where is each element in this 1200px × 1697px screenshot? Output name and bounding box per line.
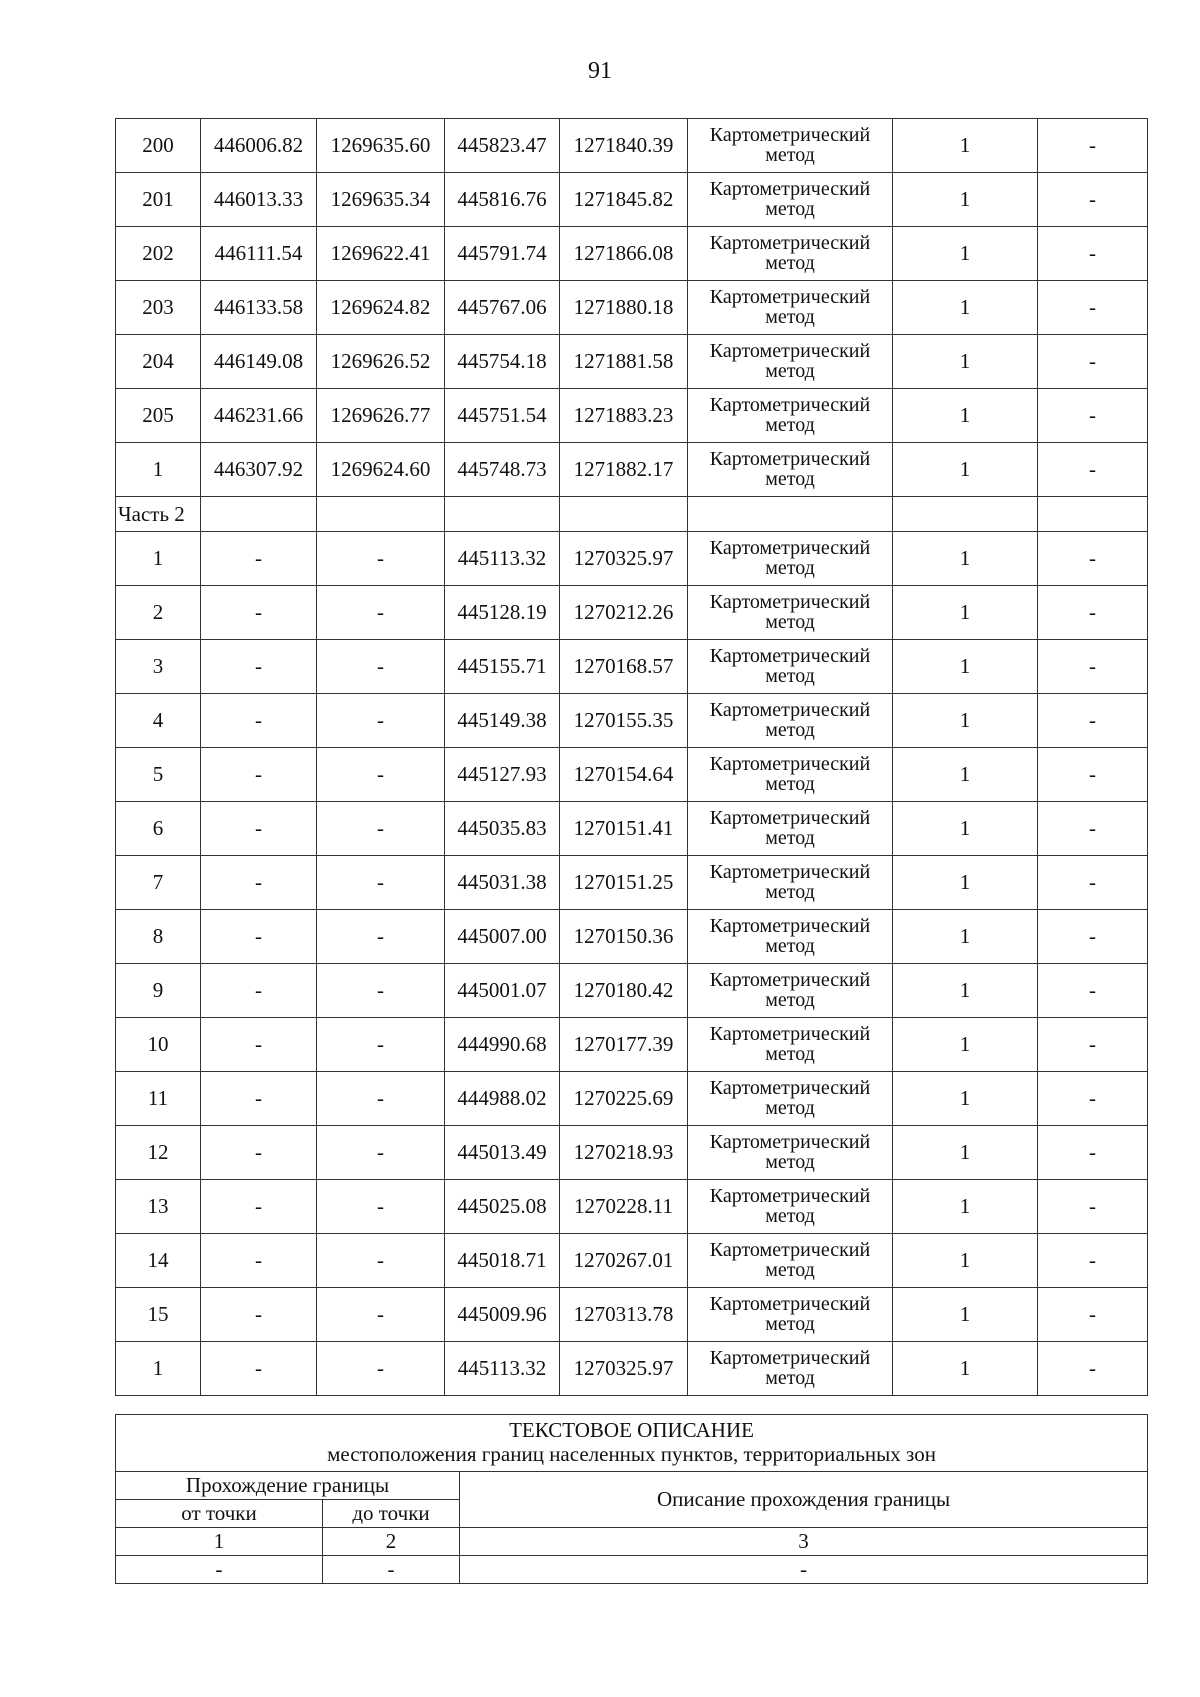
- note-cell: -: [1038, 1018, 1148, 1072]
- accuracy-cell: 1: [893, 281, 1038, 335]
- column-number: 2: [323, 1528, 460, 1556]
- table-row: [116, 640, 1148, 694]
- new-y-cell: 1270155.35: [560, 694, 688, 748]
- old-x-cell: -: [201, 1234, 317, 1288]
- note-cell: -: [1038, 281, 1148, 335]
- point-number-cell: 12: [116, 1126, 201, 1180]
- new-x-cell: 445018.71: [445, 1234, 560, 1288]
- old-x-cell: -: [201, 748, 317, 802]
- coordinates-table: [115, 118, 1148, 1396]
- new-x-cell: 445009.96: [445, 1288, 560, 1342]
- table-row: [116, 1342, 1148, 1396]
- new-y-cell: 1270212.26: [560, 586, 688, 640]
- old-x-cell: -: [201, 1288, 317, 1342]
- accuracy-cell: 1: [893, 1072, 1038, 1126]
- from-point-header: от точки: [116, 1500, 323, 1528]
- table-row: [116, 964, 1148, 1018]
- old-x-cell: 446231.66: [201, 389, 317, 443]
- note-cell: -: [1038, 227, 1148, 281]
- point-number-cell: 14: [116, 1234, 201, 1288]
- new-y-cell: 1271883.23: [560, 389, 688, 443]
- note-cell: -: [1038, 173, 1148, 227]
- table-row: [116, 227, 1148, 281]
- method-cell: Картометрический метод: [688, 856, 893, 910]
- new-x-cell: 445791.74: [445, 227, 560, 281]
- new-y-cell: 1270267.01: [560, 1234, 688, 1288]
- accuracy-cell: 1: [893, 748, 1038, 802]
- new-x-cell: 445013.49: [445, 1126, 560, 1180]
- point-number-cell: 5: [116, 748, 201, 802]
- accuracy-cell: 1: [893, 443, 1038, 497]
- point-number-cell: 10: [116, 1018, 201, 1072]
- note-cell: -: [1038, 586, 1148, 640]
- table-row: [116, 532, 1148, 586]
- point-number-cell: 1: [116, 1342, 201, 1396]
- point-number-cell: 3: [116, 640, 201, 694]
- new-x-cell: 445155.71: [445, 640, 560, 694]
- table-row: [116, 443, 1148, 497]
- method-cell: Картометрический метод: [688, 119, 893, 173]
- empty-cell: [893, 497, 1038, 532]
- old-y-cell: -: [317, 802, 445, 856]
- new-x-cell: 445025.08: [445, 1180, 560, 1234]
- old-y-cell: -: [317, 1126, 445, 1180]
- note-cell: -: [1038, 694, 1148, 748]
- accuracy-cell: 1: [893, 802, 1038, 856]
- table-row: [116, 1288, 1148, 1342]
- new-x-cell: 445748.73: [445, 443, 560, 497]
- new-x-cell: 445751.54: [445, 389, 560, 443]
- old-x-cell: 446111.54: [201, 227, 317, 281]
- old-y-cell: -: [317, 910, 445, 964]
- method-cell: Картометрический метод: [688, 389, 893, 443]
- empty-cell: [688, 497, 893, 532]
- method-cell: Картометрический метод: [688, 1018, 893, 1072]
- point-number-cell: 204: [116, 335, 201, 389]
- method-cell: Картометрический метод: [688, 335, 893, 389]
- method-cell: Картометрический метод: [688, 281, 893, 335]
- new-y-cell: 1270168.57: [560, 640, 688, 694]
- method-cell: Картометрический метод: [688, 1126, 893, 1180]
- old-y-cell: 1269622.41: [317, 227, 445, 281]
- new-y-cell: 1270177.39: [560, 1018, 688, 1072]
- method-cell: Картометрический метод: [688, 694, 893, 748]
- column-number: 3: [460, 1528, 1148, 1556]
- accuracy-cell: 1: [893, 964, 1038, 1018]
- point-number-cell: 15: [116, 1288, 201, 1342]
- table-row: [116, 119, 1148, 173]
- point-number-cell: 1: [116, 443, 201, 497]
- new-y-cell: 1271845.82: [560, 173, 688, 227]
- point-number-cell: 7: [116, 856, 201, 910]
- old-y-cell: -: [317, 748, 445, 802]
- accuracy-cell: 1: [893, 1342, 1038, 1396]
- new-x-cell: 445001.07: [445, 964, 560, 1018]
- note-cell: -: [1038, 1072, 1148, 1126]
- method-cell: Картометрический метод: [688, 1234, 893, 1288]
- empty-cell: [560, 497, 688, 532]
- accuracy-cell: 1: [893, 1288, 1038, 1342]
- new-x-cell: 445113.32: [445, 532, 560, 586]
- table-row: [116, 910, 1148, 964]
- old-x-cell: -: [201, 694, 317, 748]
- old-x-cell: -: [201, 1126, 317, 1180]
- note-cell: -: [1038, 1288, 1148, 1342]
- note-cell: -: [1038, 532, 1148, 586]
- old-y-cell: 1269624.60: [317, 443, 445, 497]
- new-y-cell: 1270228.11: [560, 1180, 688, 1234]
- old-y-cell: -: [317, 1018, 445, 1072]
- old-y-cell: -: [317, 1072, 445, 1126]
- new-x-cell: 445767.06: [445, 281, 560, 335]
- new-x-cell: 445128.19: [445, 586, 560, 640]
- new-y-cell: 1270225.69: [560, 1072, 688, 1126]
- empty-cell: [201, 497, 317, 532]
- new-y-cell: 1270325.97: [560, 532, 688, 586]
- to-point-header: до точки: [323, 1500, 460, 1528]
- new-x-cell: 445149.38: [445, 694, 560, 748]
- method-cell: Картометрический метод: [688, 1288, 893, 1342]
- old-y-cell: 1269624.82: [317, 281, 445, 335]
- table-row: [116, 173, 1148, 227]
- method-cell: Картометрический метод: [688, 586, 893, 640]
- method-cell: Картометрический метод: [688, 640, 893, 694]
- accuracy-cell: 1: [893, 173, 1038, 227]
- new-y-cell: 1270151.41: [560, 802, 688, 856]
- old-y-cell: -: [317, 1180, 445, 1234]
- old-y-cell: -: [317, 1234, 445, 1288]
- point-number-cell: 200: [116, 119, 201, 173]
- method-cell: Картометрический метод: [688, 1180, 893, 1234]
- old-x-cell: 446307.92: [201, 443, 317, 497]
- method-cell: Картометрический метод: [688, 1072, 893, 1126]
- text-description-subtitle: местоположения границ населенных пунктов, территориальных зон: [327, 1442, 936, 1466]
- accuracy-cell: 1: [893, 389, 1038, 443]
- old-y-cell: 1269626.77: [317, 389, 445, 443]
- new-x-cell: 445127.93: [445, 748, 560, 802]
- point-number-cell: 11: [116, 1072, 201, 1126]
- note-cell: -: [1038, 856, 1148, 910]
- old-x-cell: 446133.58: [201, 281, 317, 335]
- old-y-cell: -: [317, 586, 445, 640]
- accuracy-cell: 1: [893, 227, 1038, 281]
- new-x-cell: 445035.83: [445, 802, 560, 856]
- boundary-passage-header: Прохождение границы: [116, 1472, 460, 1500]
- point-number-cell: 9: [116, 964, 201, 1018]
- accuracy-cell: 1: [893, 532, 1038, 586]
- old-x-cell: -: [201, 856, 317, 910]
- old-x-cell: -: [201, 802, 317, 856]
- new-x-cell: 445823.47: [445, 119, 560, 173]
- method-cell: Картометрический метод: [688, 748, 893, 802]
- table-row: [116, 281, 1148, 335]
- new-y-cell: 1270150.36: [560, 910, 688, 964]
- to-point-value: -: [323, 1556, 460, 1584]
- accuracy-cell: 1: [893, 856, 1038, 910]
- part-2-label: Часть 2: [116, 497, 201, 532]
- old-x-cell: -: [201, 532, 317, 586]
- new-x-cell: 445007.00: [445, 910, 560, 964]
- new-x-cell: 445113.32: [445, 1342, 560, 1396]
- new-y-cell: 1270218.93: [560, 1126, 688, 1180]
- table-row: [116, 1234, 1148, 1288]
- text-description-table: [115, 1414, 1148, 1584]
- new-x-cell: 445816.76: [445, 173, 560, 227]
- accuracy-cell: 1: [893, 1234, 1038, 1288]
- old-y-cell: 1269626.52: [317, 335, 445, 389]
- new-y-cell: 1270154.64: [560, 748, 688, 802]
- point-number-cell: 8: [116, 910, 201, 964]
- method-cell: Картометрический метод: [688, 964, 893, 1018]
- old-x-cell: 446149.08: [201, 335, 317, 389]
- table-row: [116, 389, 1148, 443]
- note-cell: -: [1038, 443, 1148, 497]
- note-cell: -: [1038, 640, 1148, 694]
- old-x-cell: -: [201, 640, 317, 694]
- old-x-cell: -: [201, 910, 317, 964]
- accuracy-cell: 1: [893, 1126, 1038, 1180]
- table-row: [116, 694, 1148, 748]
- note-cell: -: [1038, 748, 1148, 802]
- note-cell: -: [1038, 964, 1148, 1018]
- table-row: [116, 335, 1148, 389]
- old-y-cell: -: [317, 856, 445, 910]
- note-cell: -: [1038, 1180, 1148, 1234]
- table-row: [116, 586, 1148, 640]
- point-number-cell: 203: [116, 281, 201, 335]
- method-cell: Картометрический метод: [688, 227, 893, 281]
- accuracy-cell: 1: [893, 1018, 1038, 1072]
- method-cell: Картометрический метод: [688, 532, 893, 586]
- note-cell: -: [1038, 802, 1148, 856]
- old-y-cell: 1269635.60: [317, 119, 445, 173]
- note-cell: -: [1038, 1126, 1148, 1180]
- new-y-cell: 1271881.58: [560, 335, 688, 389]
- accuracy-cell: 1: [893, 640, 1038, 694]
- new-x-cell: 444988.02: [445, 1072, 560, 1126]
- method-cell: Картометрический метод: [688, 802, 893, 856]
- method-cell: Картометрический метод: [688, 910, 893, 964]
- column-number: 1: [116, 1528, 323, 1556]
- table-row: [116, 1126, 1148, 1180]
- text-description-title: [116, 1415, 1148, 1472]
- old-x-cell: 446006.82: [201, 119, 317, 173]
- page-number: 91: [588, 58, 612, 84]
- accuracy-cell: 1: [893, 335, 1038, 389]
- note-cell: -: [1038, 1234, 1148, 1288]
- method-cell: Картометрический метод: [688, 1342, 893, 1396]
- method-cell: Картометрический метод: [688, 443, 893, 497]
- old-y-cell: -: [317, 694, 445, 748]
- new-x-cell: 445754.18: [445, 335, 560, 389]
- old-x-cell: -: [201, 1342, 317, 1396]
- new-y-cell: 1270325.97: [560, 1342, 688, 1396]
- from-point-value: -: [116, 1556, 323, 1584]
- note-cell: -: [1038, 119, 1148, 173]
- description-header: Описание прохождения границы: [460, 1472, 1148, 1528]
- point-number-cell: 13: [116, 1180, 201, 1234]
- table-row: [116, 1072, 1148, 1126]
- new-y-cell: 1270151.25: [560, 856, 688, 910]
- point-number-cell: 1: [116, 532, 201, 586]
- empty-cell: [1038, 497, 1148, 532]
- description-value: -: [460, 1556, 1148, 1584]
- accuracy-cell: 1: [893, 586, 1038, 640]
- point-number-cell: 6: [116, 802, 201, 856]
- old-y-cell: -: [317, 640, 445, 694]
- point-number-cell: 202: [116, 227, 201, 281]
- table-row: [116, 1018, 1148, 1072]
- new-y-cell: 1271880.18: [560, 281, 688, 335]
- note-cell: -: [1038, 910, 1148, 964]
- accuracy-cell: 1: [893, 1180, 1038, 1234]
- new-x-cell: 444990.68: [445, 1018, 560, 1072]
- new-y-cell: 1271882.17: [560, 443, 688, 497]
- table-row: [116, 802, 1148, 856]
- old-y-cell: 1269635.34: [317, 173, 445, 227]
- point-number-cell: 2: [116, 586, 201, 640]
- new-x-cell: 445031.38: [445, 856, 560, 910]
- point-number-cell: 4: [116, 694, 201, 748]
- old-y-cell: -: [317, 1342, 445, 1396]
- empty-cell: [317, 497, 445, 532]
- part-2-row: [116, 497, 1148, 532]
- table-row: [116, 1180, 1148, 1234]
- old-y-cell: -: [317, 532, 445, 586]
- new-y-cell: 1270180.42: [560, 964, 688, 1018]
- note-cell: -: [1038, 335, 1148, 389]
- text-description-heading: ТЕКСТОВОЕ ОПИСАНИЕ: [509, 1418, 754, 1443]
- accuracy-cell: 1: [893, 119, 1038, 173]
- old-x-cell: -: [201, 1072, 317, 1126]
- old-x-cell: -: [201, 1018, 317, 1072]
- old-y-cell: -: [317, 1288, 445, 1342]
- accuracy-cell: 1: [893, 694, 1038, 748]
- new-y-cell: 1271866.08: [560, 227, 688, 281]
- method-cell: Картометрический метод: [688, 173, 893, 227]
- accuracy-cell: 1: [893, 910, 1038, 964]
- empty-cell: [445, 497, 560, 532]
- old-x-cell: -: [201, 964, 317, 1018]
- old-y-cell: -: [317, 964, 445, 1018]
- old-x-cell: -: [201, 586, 317, 640]
- note-cell: -: [1038, 1342, 1148, 1396]
- table-row: [116, 748, 1148, 802]
- old-x-cell: 446013.33: [201, 173, 317, 227]
- table-row: [116, 856, 1148, 910]
- point-number-cell: 205: [116, 389, 201, 443]
- note-cell: -: [1038, 389, 1148, 443]
- point-number-cell: 201: [116, 173, 201, 227]
- old-x-cell: -: [201, 1180, 317, 1234]
- new-y-cell: 1271840.39: [560, 119, 688, 173]
- new-y-cell: 1270313.78: [560, 1288, 688, 1342]
